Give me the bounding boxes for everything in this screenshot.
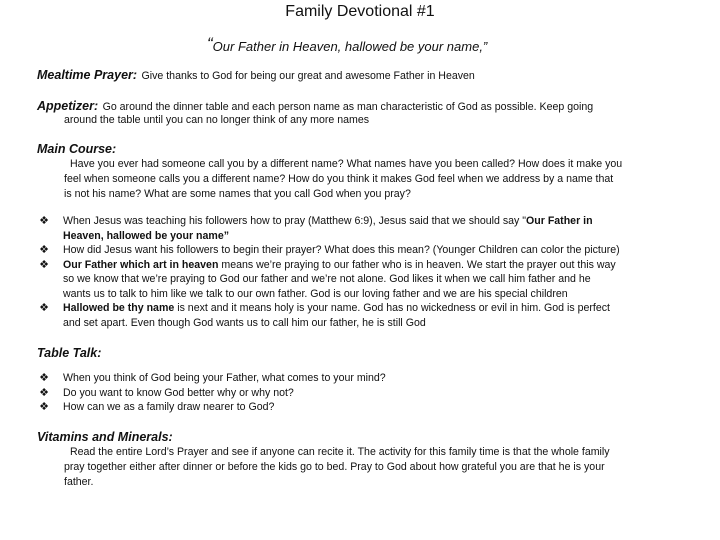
bullet4-text-line1: is next and it means holy is your name. God has no wickedness or evil in him. God is perfect xyxy=(174,302,610,314)
bullet3-text-line2: so we know that we’re praying to God our father and we’re not alone. God likes it when we call him father and he xyxy=(63,273,591,285)
table-talk-label: Table Talk: xyxy=(37,346,102,360)
vitamins-label: Vitamins and Minerals: xyxy=(37,430,173,444)
list-item xyxy=(37,301,707,330)
bullet1-bold-b: Heaven, hallowed be your name” xyxy=(63,229,230,242)
diamond-bullet-icon: ❖ xyxy=(39,372,49,384)
main-course-bullet-list xyxy=(37,214,707,330)
vitamins-line1: Read the entire Lord’s Prayer and see if anyone can recite it. The activity for this family time is that the whole family xyxy=(70,446,610,458)
bullet3-bold: Our Father which art in heaven xyxy=(63,258,219,271)
list-item xyxy=(37,386,707,401)
main-course-intro-line1: Have you ever had someone call you by a different name? What names have you been called? How does it make you xyxy=(70,158,623,170)
bullet1-bold-a: Our Father in xyxy=(526,215,593,227)
diamond-bullet-icon: ❖ xyxy=(39,215,49,227)
subtitle-open-quote: “ xyxy=(207,34,213,53)
diamond-bullet-icon: ❖ xyxy=(39,386,49,399)
page-title: Family Devotional #1 xyxy=(285,3,435,20)
mealtime-prayer-text: Give thanks to God for being our great and awesome Father in Heaven xyxy=(141,70,475,82)
bullet2-text: How did Jesus want his followers to begin their prayer? What does this mean? (Younger Children can color the picture) xyxy=(63,244,620,256)
bullet1-text: When Jesus was teaching his followers how to pray (Matthew 6:9), Jesus said that we should say " xyxy=(63,215,527,227)
appetizer-section xyxy=(37,97,593,115)
main-course-intro-line3: is not his name? What are some names that you call God when you pray? xyxy=(64,188,411,200)
list-item xyxy=(37,214,707,243)
list-item xyxy=(37,371,707,386)
table-talk-list xyxy=(37,371,707,415)
vitamins-line3: father. xyxy=(64,476,94,488)
bullet3-text-line3: wants us to talk to him like we talk to our own father. God is our loving father and we are his special children xyxy=(63,287,568,300)
table-talk-item: Do you want to know God better why or why not? xyxy=(63,386,294,399)
table-talk-item: How can we as a family draw nearer to God? xyxy=(63,401,275,413)
bullet4-bold: Hallowed be thy name xyxy=(63,302,175,314)
main-course-label: Main Course: xyxy=(37,142,117,156)
list-item xyxy=(37,400,707,415)
mealtime-prayer-label: Mealtime Prayer: xyxy=(37,68,138,82)
main-course-intro-line2: feel when someone calls you a different name? How do you think it makes God feel when we address by a name that xyxy=(64,173,614,185)
list-item xyxy=(37,243,707,258)
bullet3-text-line1: means we’re praying to our father who is in heaven. We start the prayer out this way xyxy=(218,258,616,271)
diamond-bullet-icon: ❖ xyxy=(39,302,49,314)
table-talk-item: When you think of God being your Father, what comes to your mind? xyxy=(63,372,386,384)
list-item xyxy=(37,258,707,302)
diamond-bullet-icon: ❖ xyxy=(39,244,49,256)
subtitle-text: Our Father in Heaven, hallowed be your name,” xyxy=(212,39,488,54)
appetizer-text-line1: Go around the dinner table and each person name as man characteristic of God as possible. Keep going xyxy=(102,101,594,113)
appetizer-text-line2: around the table until you can no longer think of any more names xyxy=(64,114,370,126)
diamond-bullet-icon: ❖ xyxy=(39,401,49,413)
diamond-bullet-icon: ❖ xyxy=(39,258,49,271)
vitamins-line2: pray together either after dinner or before the kids go to bed. Pray to God about how grateful you are that he is your xyxy=(64,461,605,473)
appetizer-label: Appetizer: xyxy=(37,99,99,113)
page-subtitle xyxy=(207,36,487,56)
mealtime-prayer-section xyxy=(37,66,475,84)
bullet4-text-line2: and set apart. Even though God wants us to call him our father, he is still God xyxy=(63,316,426,329)
